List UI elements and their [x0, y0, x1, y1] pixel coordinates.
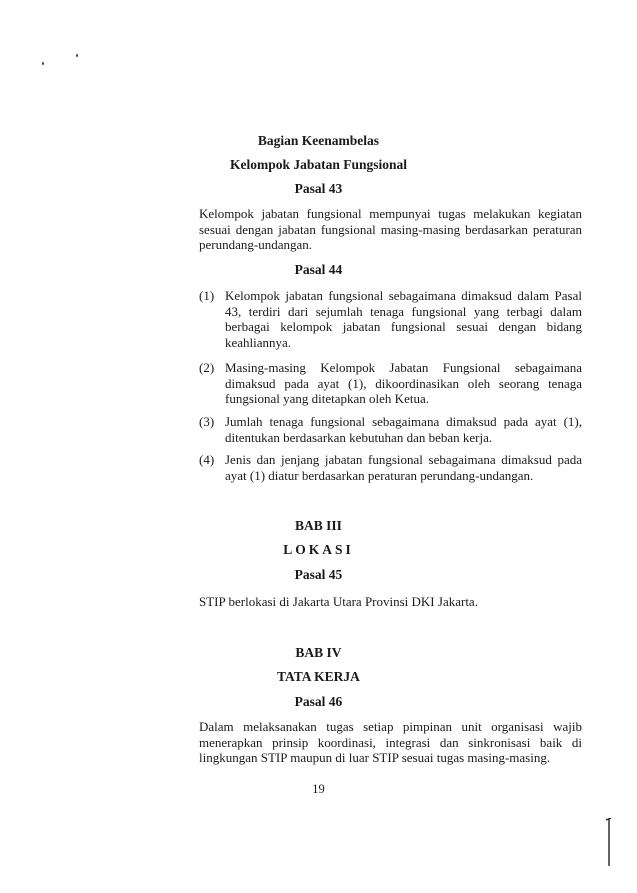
item-number: (1) — [199, 288, 215, 303]
item-number: (3) — [199, 414, 215, 429]
pasal-45-heading: Pasal 45 — [294, 567, 343, 582]
item-text: Jumlah tenaga fungsional sebagaimana dimaksud pada ayat (1), ditentukan berdasarkan kebutuhan dan beban kerja. — [225, 414, 582, 445]
pasal-43-text: Kelompok jabatan fungsional mempunyai tugas melakukan kegiatan sesuai dengan jabatan fungsional masing-masing berdasarkan peraturan perundang-undangan. — [199, 206, 582, 253]
pasal-44-heading: Pasal 44 — [294, 262, 343, 277]
item-number: (2) — [199, 360, 215, 375]
pen-mark — [604, 818, 614, 868]
pasal-45-text: STIP berlokasi di Jakarta Utara Provinsi DKI Jakarta. — [199, 594, 478, 609]
bab-3-title: LOKASI — [283, 542, 354, 557]
scan-speck — [76, 54, 78, 57]
pasal-46-heading: Pasal 46 — [294, 694, 343, 709]
page-number: 19 — [312, 782, 325, 796]
item-number: (4) — [199, 452, 215, 467]
item-text: Masing-masing Kelompok Jabatan Fungsional sebagaimana dimaksud pada ayat (1), dikoordinasikan oleh seorang tenaga fungsional yang ditetapkan oleh Ketua. — [225, 360, 582, 407]
bab-4-title: TATA KERJA — [277, 669, 360, 684]
bab-4-heading: BAB IV — [295, 645, 342, 660]
section-bagian: Bagian Keenambelas — [257, 133, 380, 148]
bab-3-heading: BAB III — [295, 518, 342, 533]
pasal-46-text: Dalam melaksanakan tugas setiap pimpinan unit organisasi wajib menerapkan prinsip koordinasi, integrasi dan sinkronisasi baik di lingkungan STIP maupun di luar STIP sesuai tugas masing-masing. — [199, 719, 582, 766]
pasal-43-heading: Pasal 43 — [294, 181, 343, 196]
scan-speck — [42, 62, 44, 65]
section-title-kelompok: Kelompok Jabatan Fungsional — [229, 157, 408, 172]
item-text: Kelompok jabatan fungsional sebagaimana dimaksud dalam Pasal 43, terdiri dari sejumlah tenaga fungsional yang terbagi dalam berbagai kelompok jabatan fungsional sesuai dengan bidang keahliannya. — [225, 288, 582, 350]
item-text: Jenis dan jenjang jabatan fungsional sebagaimana dimaksud pada ayat (1) diatur berdasarkan peraturan perundang-undangan. — [225, 452, 582, 483]
